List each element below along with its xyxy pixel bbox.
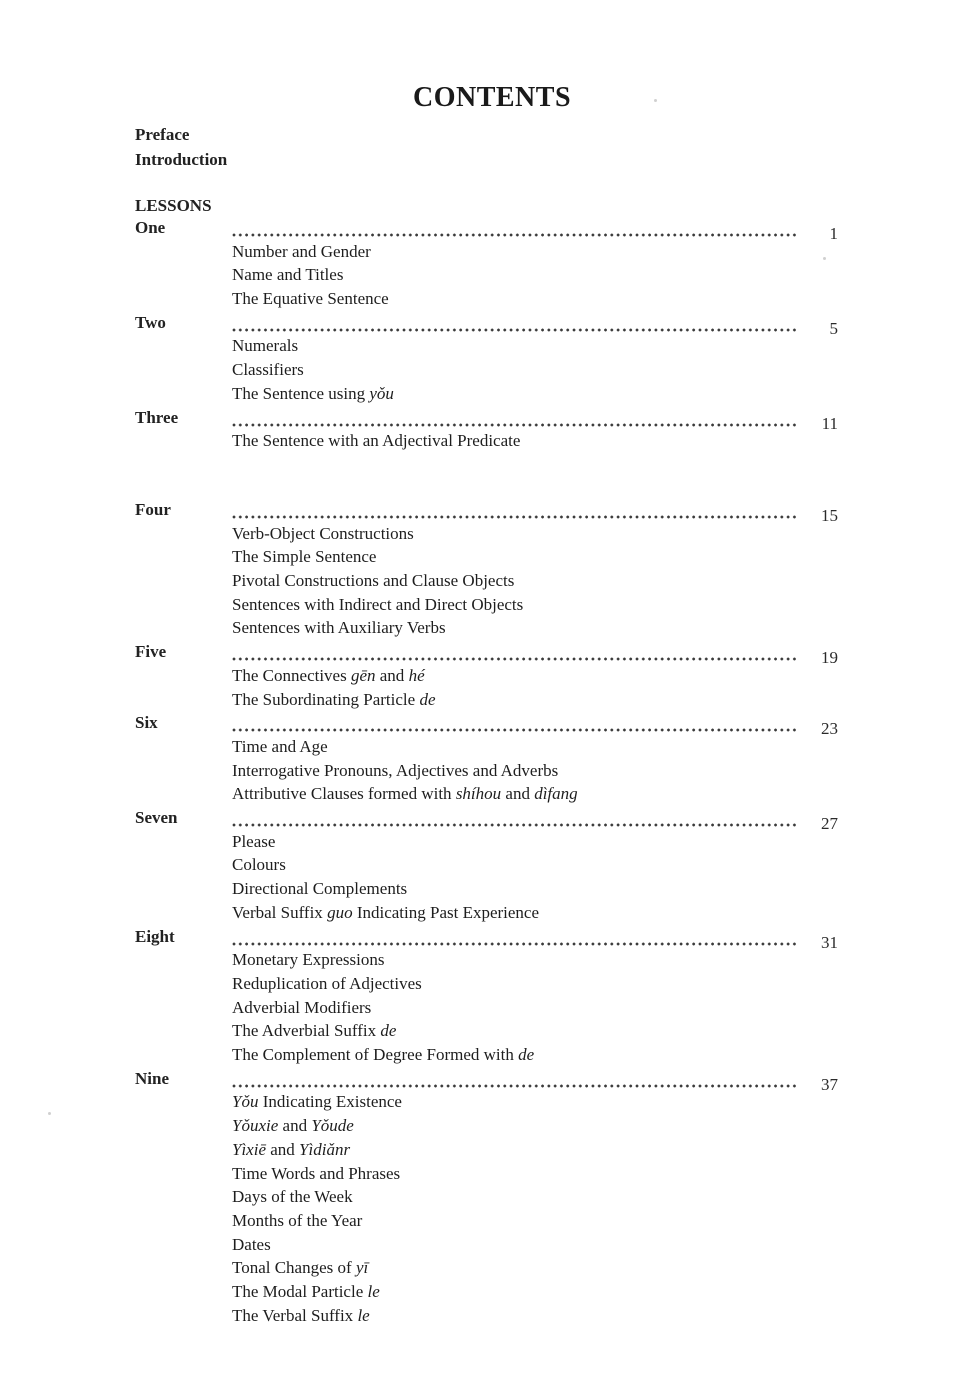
topic-segment: Reduplication of Adjectives [232, 973, 422, 993]
toc-topic [232, 782, 838, 806]
topic-segment-italic: Yìdiǎnr [299, 1139, 351, 1159]
lesson-page-number: 37 [821, 1074, 838, 1094]
scan-speck [823, 257, 826, 260]
topic-segment: Indicating Existence [258, 1092, 402, 1112]
lesson-head [135, 216, 838, 243]
toc-topic [232, 759, 838, 783]
front-matter-preface: Preface [135, 125, 190, 144]
lesson-head [135, 711, 838, 739]
toc-topic [232, 996, 838, 1020]
dot-leader [232, 328, 798, 332]
topic-segment: Dates [232, 1234, 271, 1254]
toc-topic [232, 830, 838, 854]
lesson-head [135, 406, 838, 433]
toc-topic [232, 569, 838, 593]
toc-topic [232, 948, 838, 972]
topic-segment-italic: yī [355, 1258, 369, 1278]
topic-segment: Directional Complements [232, 879, 408, 899]
topic-segment: The Connectives [232, 665, 351, 685]
topic-segment-italic: hé [408, 665, 425, 685]
lesson-label: Four [135, 499, 171, 519]
lesson-page-number: 27 [821, 814, 838, 834]
lesson-page-number: 19 [821, 648, 838, 668]
toc-topic [232, 522, 838, 546]
topic-segment: Tonal Changes of [232, 1258, 356, 1278]
topic-segment: Sentences with Auxiliary Verbs [232, 618, 446, 638]
lesson-page-number: 31 [821, 932, 838, 952]
lesson-label: Five [135, 642, 167, 662]
toc-topic [232, 616, 838, 640]
topic-segment: Time and Age [232, 736, 328, 756]
front-matter [135, 123, 227, 172]
topic-segment: Name and Titles [232, 265, 344, 285]
lesson-label: Six [135, 713, 158, 733]
topic-segment: and [278, 1116, 312, 1136]
topic-segment: Please [232, 831, 276, 851]
topic-segment-italic: le [357, 1305, 370, 1325]
toc-topic [232, 287, 838, 311]
scan-speck [48, 1112, 51, 1115]
front-matter-introduction: Introduction [135, 149, 228, 169]
lesson-label: One [135, 218, 166, 237]
toc-topic [232, 1256, 838, 1280]
topic-segment: The Equative Sentence [232, 289, 389, 309]
topic-segment: The Verbal Suffix [232, 1305, 358, 1325]
dot-leader [232, 823, 798, 827]
topic-segment-italic: de [419, 689, 436, 709]
topic-segment: The Subordinating Particle [232, 689, 420, 709]
toc-topic [232, 1090, 838, 1114]
lesson-block [135, 216, 838, 311]
toc-topic [232, 688, 838, 712]
dot-leader [232, 515, 798, 519]
toc-topic [232, 429, 838, 453]
topic-segment: and [375, 665, 409, 685]
dot-leader [232, 942, 798, 946]
toc-topic [232, 334, 838, 358]
topic-segment: The Sentence using [232, 383, 370, 403]
toc-topic [232, 593, 838, 617]
lesson-head [135, 311, 838, 338]
lesson-head [135, 498, 838, 525]
lesson-page-number: 1 [829, 224, 838, 243]
lesson-block [135, 498, 838, 640]
toc-topic [232, 1162, 838, 1186]
dot-leader [232, 423, 798, 427]
lesson-block [135, 1067, 838, 1328]
lesson-head [135, 925, 838, 952]
toc-topic [232, 664, 838, 688]
topic-segment: The Simple Sentence [232, 547, 377, 567]
topic-segment: Colours [232, 855, 286, 875]
toc-topic [232, 240, 838, 264]
dot-leader [232, 233, 798, 237]
topic-segment-italic: Yǒude [311, 1116, 354, 1136]
lesson-head [135, 640, 838, 668]
topic-segment: Time Words and Phrases [232, 1163, 401, 1183]
topic-segment: Indicating Past Experience [352, 902, 540, 922]
topic-segment: The Sentence with an Adjectival Predicate [232, 431, 521, 451]
lesson-page-number: 5 [829, 318, 838, 338]
toc-topic [232, 1043, 838, 1067]
lesson-block [135, 925, 838, 1067]
toc-topic [232, 853, 838, 877]
topic-segment: and [266, 1139, 300, 1159]
topic-segment: The Modal Particle [232, 1282, 368, 1302]
toc-topic [232, 1185, 838, 1209]
toc-topic [232, 1233, 838, 1257]
topic-segment: Numerals [232, 336, 299, 356]
dot-leader [232, 1084, 798, 1088]
topic-segment-italic: Yìxiē [232, 1139, 266, 1159]
toc-topic [232, 382, 838, 406]
topic-segment: Monetary Expressions [232, 950, 385, 970]
toc-topic [232, 877, 838, 901]
topic-segment-italic: le [367, 1282, 380, 1302]
lesson-block [135, 711, 838, 806]
topic-segment: Adverbial Modifiers [232, 997, 372, 1017]
dot-leader [232, 657, 798, 661]
topic-segment: and [501, 784, 535, 804]
topic-segment-italic: guo [327, 902, 353, 922]
topic-segment: Days of the Week [232, 1187, 353, 1207]
topic-segment-italic: shíhou [455, 784, 502, 804]
toc-topic [232, 901, 838, 925]
topic-segment-italic: Yǒu [232, 1092, 259, 1112]
lesson-label: Three [135, 407, 179, 427]
topic-segment-italic: gēn [350, 665, 376, 685]
dot-leader [232, 728, 798, 732]
lesson-block [135, 311, 838, 406]
scan-speck [654, 99, 657, 102]
topic-segment-italic: Yǒuxie [232, 1116, 279, 1136]
topic-segment-italic: yǒu [369, 383, 394, 403]
toc-topic [232, 1280, 838, 1304]
toc-topic [232, 972, 838, 996]
lesson-page-number: 11 [821, 413, 838, 433]
lesson-block [135, 806, 838, 925]
topic-segment: Pivotal Constructions and Clause Objects [232, 571, 515, 591]
toc-topic [232, 545, 838, 569]
topic-segment: Months of the Year [232, 1210, 363, 1230]
lesson-page-number: 23 [821, 719, 838, 739]
lesson-page-number: 15 [821, 505, 838, 525]
lesson-label: Nine [135, 1068, 169, 1088]
topic-segment-italic: de [518, 1045, 535, 1065]
topic-segment: Verb-Object Constructions [232, 523, 414, 543]
lesson-block [135, 640, 838, 711]
page-title: CONTENTS [412, 82, 572, 113]
lessons-list [135, 216, 838, 1328]
lesson-head [135, 1067, 838, 1094]
topic-segment: Interrogative Pronouns, Adjectives and Adverbs [232, 760, 559, 780]
lesson-label: Seven [135, 808, 178, 828]
topic-segment: Sentences with Indirect and Direct Objects [232, 594, 524, 614]
lessons-heading: LESSONS [135, 196, 212, 215]
toc-topic [232, 1209, 838, 1233]
lesson-label: Eight [135, 926, 175, 946]
topic-segment-italic: de [380, 1021, 397, 1041]
topic-segment-italic: dìfang [534, 784, 578, 804]
toc-topic [232, 263, 838, 287]
topic-segment: The Adverbial Suffix [232, 1021, 381, 1041]
topic-segment: Number and Gender [232, 241, 371, 261]
toc-topic [232, 358, 838, 382]
toc-topic [232, 1114, 838, 1138]
toc-topic [232, 735, 838, 759]
topic-segment: The Complement of Degree Formed with [232, 1045, 519, 1065]
lesson-head [135, 806, 838, 834]
topic-segment: Classifiers [232, 360, 304, 380]
toc-topic [232, 1138, 838, 1162]
lesson-label: Two [135, 312, 166, 332]
toc-topic [232, 1304, 838, 1328]
topic-segment: Attributive Clauses formed with [232, 784, 456, 804]
toc-topic [232, 1019, 838, 1043]
lesson-block [135, 406, 838, 453]
topic-segment: Verbal Suffix [232, 902, 328, 922]
